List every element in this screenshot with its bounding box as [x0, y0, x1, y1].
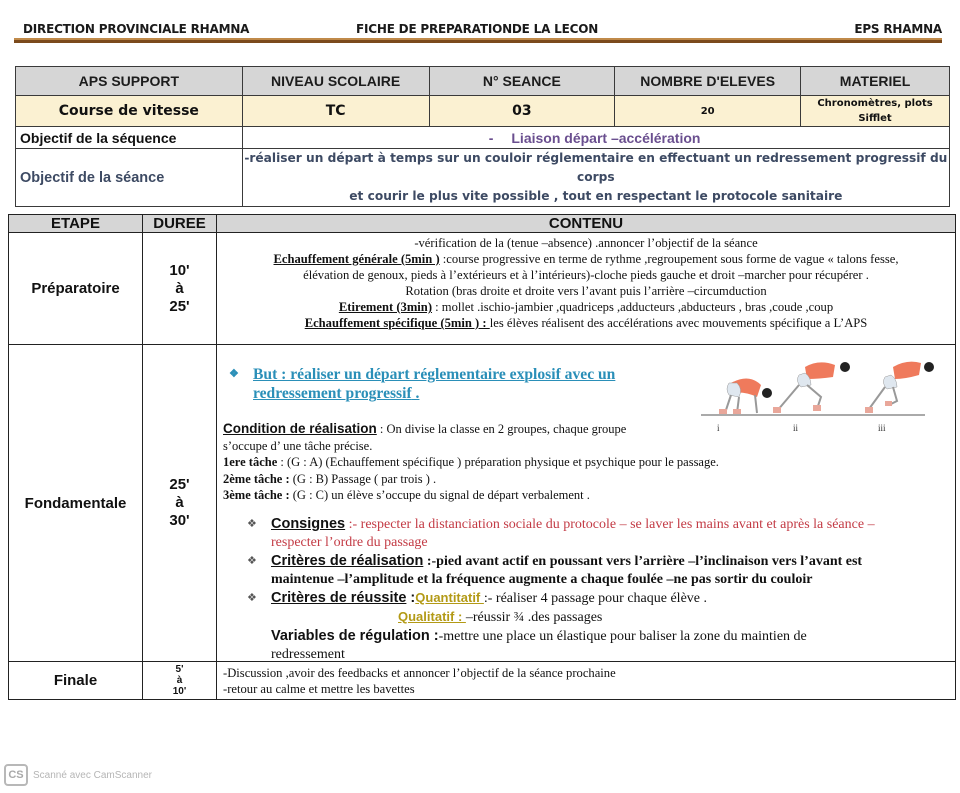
duree-fondamentale — [143, 345, 217, 662]
variables-regulation-item — [247, 627, 953, 664]
col-duree: DUREE — [143, 215, 217, 233]
criteres-reussite-title: Critères de réussite — [271, 590, 407, 606]
eleves-value: 20 — [615, 96, 801, 127]
finale-line-2: -retour au calme et mettre les bavettes — [223, 681, 415, 696]
contenu-preparatoire — [217, 233, 956, 345]
camscanner-text: Scanné avec CamScanner — [33, 769, 152, 781]
objectif-seance-label: Objectif de la séance — [16, 149, 243, 207]
condition-title: Condition de réalisation — [223, 421, 377, 436]
diamond-bullet-icon: ❖ — [247, 518, 257, 530]
materiel-line-2: Sifflet — [858, 113, 892, 124]
duree-finale — [143, 662, 217, 700]
figure-label-ii: ii — [793, 423, 799, 433]
materiel-value — [801, 96, 950, 127]
step-row-preparatoire — [9, 233, 956, 345]
prep-line-6 — [217, 315, 955, 331]
echauffement-specifique-text: les élèves réalisent des accélérations avec mouvements spécifique a L’APS — [489, 316, 868, 330]
duree-preparatoire — [143, 233, 217, 345]
objectif-seance-line-2: et courir le plus vite possible , tout en respectant le protocole sanitaire — [349, 189, 843, 203]
step-row-fondamentale — [9, 345, 956, 662]
tache-2-title: 2ème tâche : — [223, 471, 290, 486]
but-statement — [229, 365, 683, 403]
echauffement-generale-text: :course progressive en terme de rythme ,regroupement sous forme de vague « talons fesse, — [439, 252, 899, 266]
variables-line-2: redressement — [271, 647, 345, 662]
page-header — [14, 18, 944, 46]
header-left-title: DIRECTION PROVINCIALE RHAMNA — [23, 22, 250, 36]
header-right-title: EPS RHAMNA — [854, 22, 942, 36]
contenu-fondamentale — [217, 345, 956, 662]
prep-line-5 — [217, 299, 955, 315]
criteres-realisation-title: Critères de réalisation — [271, 553, 424, 569]
tache-1-title: 1ere tâche — [223, 455, 278, 469]
sequence-dash: - — [488, 129, 494, 146]
lesson-info-table — [15, 66, 950, 207]
col-etape: ETAPE — [9, 215, 143, 233]
figure-label-i: i — [717, 423, 720, 433]
header-center-title: FICHE DE PREPARATIONDE LA LECON — [356, 22, 599, 36]
prep-line-4: Rotation (bras droite et droite vers l’avant puis l’arrière –circumduction — [405, 284, 767, 298]
objectif-seance-row — [16, 149, 950, 207]
tache-1-text: : (G : A) (Echauffement spécifique ) préparation physique et psychique pour le passage. — [277, 455, 719, 469]
objectif-sequence-value — [242, 127, 949, 149]
finale-line-1: -Discussion ,avoir des feedbacks et annoncer l’objectif de la séance prochaine — [223, 665, 616, 680]
seance-value: 03 — [429, 96, 615, 127]
duree-end: 30' — [169, 512, 190, 529]
materiel-line-1: Chronomètres, plots — [817, 98, 933, 109]
col-numero-seance: N° SEANCE — [429, 67, 615, 96]
quantitatif-label: Quantitatif — [415, 590, 484, 605]
info-values-row — [16, 96, 950, 127]
criteres-realisation-line-2: maintenue –l’amplitude et la fréquence augmente a chaque foulée –ne pas sortir du couloir — [271, 572, 813, 587]
duree-sep: à — [175, 279, 184, 297]
objectif-sequence-label: Objectif de la séquence — [16, 127, 243, 149]
consignes-title: Consignes — [271, 516, 346, 532]
figure-label-iii: iii — [878, 423, 886, 433]
diamond-bullet-icon: ❖ — [229, 368, 239, 380]
qualitatif-label: Qualitatif : — [398, 609, 466, 624]
consignes-item — [247, 515, 953, 552]
step-row-finale — [9, 662, 956, 700]
diamond-bullet-icon: ❖ — [247, 592, 257, 604]
variables-title: Variables de régulation : — [271, 628, 439, 644]
duree-sep: à — [175, 494, 184, 511]
col-contenu: CONTENU — [217, 215, 956, 233]
duree-start: 25' — [169, 476, 190, 493]
tache-3 — [223, 487, 943, 504]
criteres-realisation-text: :-pied avant actif en poussant vers l’arrière –l’inclinaison vers l’avant est — [423, 554, 863, 569]
but-end: . — [411, 385, 420, 402]
consignes-line-2: respecter l’ordre du passage — [271, 535, 428, 550]
etirement-title: Etirement (3min) — [338, 300, 433, 314]
echauffement-specifique-title: Echauffement spécifique (5min ) : — [304, 316, 490, 330]
tache-2-text: (G : B) Passage ( par trois ) . — [289, 471, 437, 486]
prep-line-2 — [217, 251, 955, 267]
col-aps-support: APS SUPPORT — [16, 67, 243, 96]
but-line-1: But : réaliser un départ réglementaire explosif avec un — [253, 366, 616, 383]
duree-end: 25' — [169, 297, 190, 315]
runner-figure-ii-icon — [773, 362, 850, 413]
col-niveau-scolaire: NIVEAU SCOLAIRE — [242, 67, 429, 96]
objectif-seance-value — [242, 149, 949, 207]
consignes-text: :- respecter la distanciation sociale du protocole – se laver les mains avant et après la séance – — [345, 517, 875, 532]
etape-finale: Finale — [9, 662, 143, 700]
tache-1 — [223, 454, 943, 471]
runner-figure-i-icon — [719, 378, 772, 414]
duree-sep: à — [176, 675, 183, 686]
tache-2 — [223, 471, 943, 488]
duree-end: 10' — [172, 686, 187, 697]
niveau-value: TC — [242, 96, 429, 127]
criteres-reussite-item — [247, 589, 953, 627]
sequence-text: Liaison départ –accélération — [511, 129, 701, 146]
aps-value: Course de vitesse — [16, 96, 243, 127]
condition-line-1 — [223, 421, 943, 438]
col-materiel: MATERIEL — [801, 67, 950, 96]
fondamentale-criteria-list — [247, 515, 953, 664]
etape-fondamentale: Fondamentale — [9, 345, 143, 662]
etirement-text: : mollet .ischio-jambier ,quadriceps ,adducteurs ,abducteurs , bras ,coude ,coup — [432, 300, 834, 314]
diamond-bullet-icon: ❖ — [247, 555, 257, 567]
camscanner-watermark — [4, 764, 152, 786]
echauffement-generale-title: Echauffement générale (5min ) — [273, 252, 440, 266]
condition-line-2: s’occupe d’ une tâche précise. — [223, 438, 373, 453]
quantitatif-text: :- réaliser 4 passage pour chaque élève . — [483, 591, 707, 606]
tache-3-title: 3ème tâche : — [223, 488, 290, 502]
criteres-realisation-item — [247, 552, 953, 589]
camscanner-logo-icon: CS — [4, 764, 28, 786]
duree-start: 5' — [175, 664, 184, 675]
criteres-reussite-colon: : — [406, 590, 416, 606]
runner-figure-iii-icon — [865, 362, 934, 413]
prep-line-3: élévation de genoux, pieds à l’extérieurs et à l’intérieurs)-cloche pieds gauche et droit –marcher pour récupérer . — [303, 268, 869, 282]
variables-text: -mettre une place un élastique pour baliser la zone du maintien de — [438, 629, 807, 644]
header-divider — [14, 38, 942, 43]
objectif-sequence-row — [16, 127, 950, 149]
contenu-finale — [217, 662, 956, 700]
lesson-steps-table — [8, 214, 956, 700]
steps-header-row — [9, 215, 956, 233]
etape-preparatoire: Préparatoire — [9, 233, 143, 345]
objectif-seance-line-1: -réaliser un départ à temps sur un couloir réglementaire en effectuant un redressement progressif du corps — [244, 151, 948, 184]
prep-line-1: -vérification de la (tenue –absence) .annoncer l’objectif de la séance — [414, 236, 758, 250]
tache-3-text: (G : C) un élève s’occupe du signal de départ verbalement . — [289, 488, 590, 502]
condition-realisation — [223, 421, 943, 504]
qualitatif-text: –réussir ¾ .des passages — [465, 610, 603, 625]
info-header-row — [16, 67, 950, 96]
duree-start: 10' — [169, 261, 190, 279]
but-line-2: redressement progressif — [253, 385, 412, 402]
condition-text: : On divise la classe en 2 groupes, chaque groupe — [376, 422, 627, 436]
col-nombre-eleves: NOMBRE D'ELEVES — [615, 67, 801, 96]
